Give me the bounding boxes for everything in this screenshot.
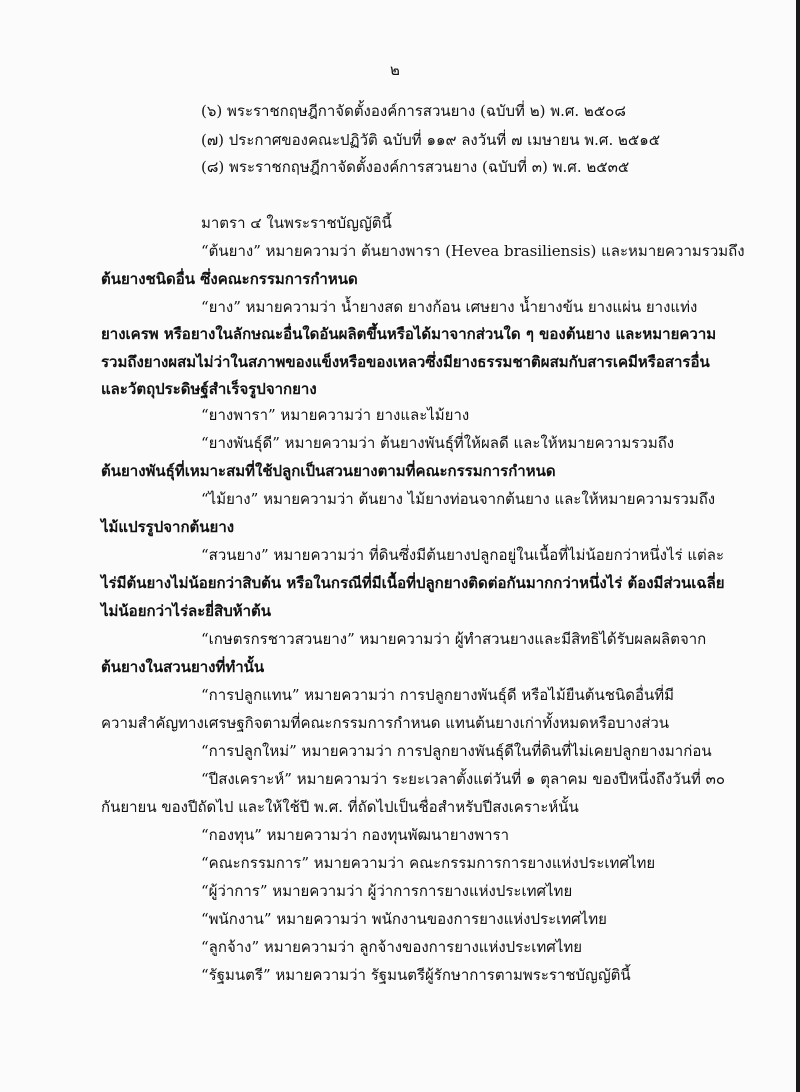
definition-line: “ผู้ว่าการ” หมายความว่า ผู้ว่าการการยางแห่งประเทศไทย (201, 882, 573, 900)
definition-line: “ยาง” หมายความว่า น้ำยางสด ยางก้อน เศษยาง น้ำยางข้น ยางแผ่น ยางแท่ง (201, 298, 698, 316)
definition-line: “กองทุน” หมายความว่า กองทุนพัฒนายางพารา (201, 826, 510, 844)
definition-line: “ปีสงเคราะห์” หมายความว่า ระยะเวลาตั้งแต่วันที่ ๑ ตุลาคม ของปีหนึ่งถึงวันที่ ๓๐ (201, 770, 726, 788)
definition-line: และวัตถุประดิษฐ์สำเร็จรูปจากยาง (101, 380, 317, 398)
definition-line: ไร่มีต้นยางไม่น้อยกว่าสิบต้น หรือในกรณีที่มีเนื้อที่ปลูกยางติดต่อกันมากกว่าหนึ่งไร่ ต้องมีส่วนเฉลี่ย (101, 574, 725, 592)
definition-line: ไม่น้อยกว่าไร่ละยี่สิบห้าต้น (101, 602, 272, 620)
section-heading: มาตรา ๔ ในพระราชบัญญัตินี้ (201, 214, 392, 232)
definition-line: ต้นยางในสวนยางที่ทำนั้น (101, 658, 265, 676)
definition-line: “พนักงาน” หมายความว่า พนักงานของการยางแห่งประเทศไทย (201, 910, 607, 928)
definition-line: ยางเครพ หรือยางในลักษณะอื่นใดอันผลิตขึ้นหรือได้มาจากส่วนใด ๆ ของต้นยาง และหมายความ (101, 325, 717, 343)
definition-line: ไม้แปรรูปจากต้นยาง (101, 518, 235, 536)
definition-line: รวมถึงยางผสมไม่ว่าในสภาพของแข็งหรือของเหลวซึ่งมียางธรรมชาติผสมกับสารเคมีหรือสารอื่น (101, 353, 710, 371)
list-item: (๖) พระราชกฤษฎีกาจัดตั้งองค์การสวนยาง (ฉบับที่ ๒) พ.ศ. ๒๕๐๘ (201, 102, 626, 120)
list-item: (๘) พระราชกฤษฎีกาจัดตั้งองค์การสวนยาง (ฉบับที่ ๓) พ.ศ. ๒๕๓๕ (201, 158, 630, 176)
definition-line: ความสำคัญทางเศรษฐกิจตามที่คณะกรรมการกำหนด แทนต้นยางเก่าทั้งหมดหรือบางส่วน (101, 714, 670, 732)
definition-line: ต้นยางชนิดอื่น ซึ่งคณะกรรมการกำหนด (101, 270, 358, 288)
definition-line: “สวนยาง” หมายความว่า ที่ดินซึ่งมีต้นยางปลูกอยู่ในเนื้อที่ไม่น้อยกว่าหนึ่งไร่ แต่ละ (201, 546, 725, 564)
definition-line: ต้นยางพันธุ์ที่เหมาะสมที่ใช้ปลูกเป็นสวนยางตามที่คณะกรรมการกำหนด (101, 462, 556, 480)
definition-line: “คณะกรรมการ” หมายความว่า คณะกรรมการการยางแห่งประเทศไทย (201, 854, 656, 872)
definition-line: “ไม้ยาง” หมายความว่า ต้นยาง ไม้ยางท่อนจากต้นยาง และให้หมายความรวมถึง (201, 490, 716, 508)
definition-line: “การปลูกใหม่” หมายความว่า การปลูกยางพันธุ์ดีในที่ดินที่ไม่เคยปลูกยางมาก่อน (201, 742, 712, 760)
definition-line: “ยางพารา” หมายความว่า ยางและไม้ยาง (201, 406, 470, 424)
definition-line: “ต้นยาง” หมายความว่า ต้นยางพารา (Hevea brasiliensis) และหมายความรวมถึง (201, 242, 745, 260)
list-item: (๗) ประกาศของคณะปฏิวัติ ฉบับที่ ๑๑๙ ลงวันที่ ๗ เมษายน พ.ศ. ๒๕๑๕ (201, 131, 661, 149)
definition-line: “เกษตรกรชาวสวนยาง” หมายความว่า ผู้ทำสวนยางและมีสิทธิได้รับผลผลิตจาก (201, 630, 707, 648)
definition-line: “ยางพันธุ์ดี” หมายความว่า ต้นยางพันธุ์ที่ให้ผลดี และให้หมายความรวมถึง (201, 434, 675, 452)
definition-line: “รัฐมนตรี” หมายความว่า รัฐมนตรีผู้รักษาการตามพระราชบัญญัตินี้ (201, 966, 631, 984)
definition-line: “การปลูกแทน” หมายความว่า การปลูกยางพันธุ์ดี หรือไม้ยืนต้นชนิดอื่นที่มี (201, 686, 674, 704)
definition-line: “ลูกจ้าง” หมายความว่า ลูกจ้างของการยางแห่งประเทศไทย (201, 938, 583, 956)
page-number: ๒ (390, 61, 400, 79)
definition-line: กันยายน ของปีถัดไป และให้ใช้ปี พ.ศ. ที่ถัดไปเป็นชื่อสำหรับปีสงเคราะห์นั้น (101, 798, 579, 816)
scan-edge (796, 0, 800, 1092)
